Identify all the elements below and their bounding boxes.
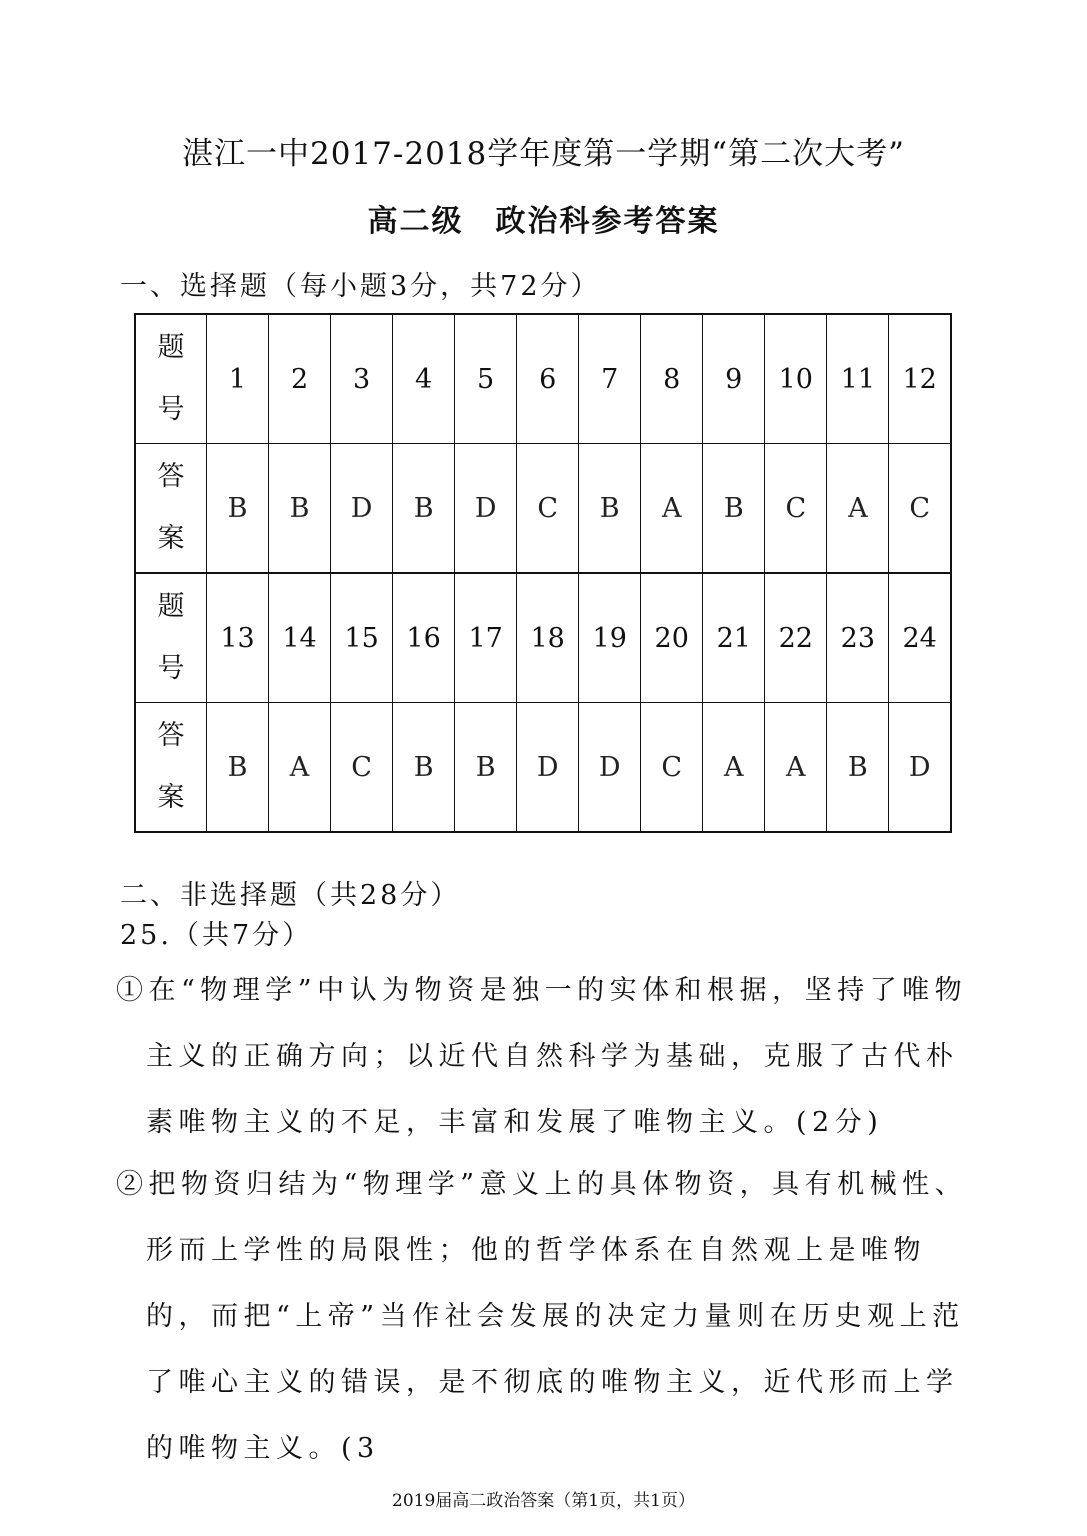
question-25-answer-part-2: ②把物资归结为“物理学”意义上的具体物资，具有机械性、形而上学性的局限性；他的哲学体系在自然观上是唯物的，而把“上帝”当作社会发展的决定力量则在历史观上范了唯心主义的错误，是不彻底的唯物主义，近代形而上学的唯物主义。(3 bbox=[116, 1169, 968, 1464]
label-char: 答 bbox=[157, 720, 185, 751]
question-number-cell: 3 bbox=[331, 314, 393, 444]
label-char: 案 bbox=[157, 782, 185, 813]
answer-cell: B bbox=[579, 444, 641, 574]
question-number-cell: 20 bbox=[641, 573, 703, 703]
question-number-cell: 16 bbox=[393, 573, 455, 703]
question-number-cell: 21 bbox=[703, 573, 765, 703]
question-number-cell: 12 bbox=[889, 314, 951, 444]
answer-table bbox=[134, 313, 952, 833]
question-number-cell: 13 bbox=[207, 573, 269, 703]
answer-row bbox=[135, 444, 951, 574]
answer-cell: A bbox=[703, 703, 765, 833]
label-char: 题 bbox=[157, 332, 185, 363]
question-number-cell: 6 bbox=[517, 314, 579, 444]
answer-cell: B bbox=[393, 703, 455, 833]
question-number-cell: 11 bbox=[827, 314, 889, 444]
answer-cell: D bbox=[517, 703, 579, 833]
question-number-cell: 7 bbox=[579, 314, 641, 444]
answer-cell: A bbox=[827, 444, 889, 574]
answer-label bbox=[135, 444, 207, 574]
label-char: 答 bbox=[157, 461, 185, 492]
answer-cell: C bbox=[517, 444, 579, 574]
question-number-cell: 24 bbox=[889, 573, 951, 703]
answer-cell: C bbox=[765, 444, 827, 574]
question-number-label bbox=[135, 573, 207, 703]
question-number-cell: 5 bbox=[455, 314, 517, 444]
answer-cell: D bbox=[579, 703, 641, 833]
question-number-label bbox=[135, 314, 207, 444]
question-number-cell: 14 bbox=[269, 573, 331, 703]
answer-cell: A bbox=[269, 703, 331, 833]
answer-cell: B bbox=[393, 444, 455, 574]
question-number-cell: 15 bbox=[331, 573, 393, 703]
question-number-row bbox=[135, 573, 951, 703]
answer-row bbox=[135, 703, 951, 833]
question-number-cell: 9 bbox=[703, 314, 765, 444]
answer-cell: D bbox=[455, 444, 517, 574]
answer-cell: D bbox=[889, 703, 951, 833]
answer-cell: B bbox=[207, 444, 269, 574]
question-number-cell: 2 bbox=[269, 314, 331, 444]
answer-cell: D bbox=[331, 444, 393, 574]
document-title: 湛江一中2017-2018学年度第一学期“第二次大考” bbox=[182, 136, 905, 172]
answer-cell: C bbox=[889, 444, 951, 574]
question-number-cell: 19 bbox=[579, 573, 641, 703]
answer-cell: B bbox=[455, 703, 517, 833]
answer-cell: B bbox=[827, 703, 889, 833]
label-char: 号 bbox=[157, 394, 185, 425]
label-char: 号 bbox=[157, 653, 185, 684]
answer-cell: A bbox=[641, 444, 703, 574]
question-number-cell: 1 bbox=[207, 314, 269, 444]
section-non-choice-heading: 二、非选择题（共28分） bbox=[120, 880, 461, 911]
label-char: 案 bbox=[157, 523, 185, 554]
question-number-cell: 4 bbox=[393, 314, 455, 444]
question-number-cell: 10 bbox=[765, 314, 827, 444]
question-number-cell: 22 bbox=[765, 573, 827, 703]
document-subtitle: 高二级 政治科参考答案 bbox=[367, 204, 720, 239]
question-number-row bbox=[135, 314, 951, 444]
question-number-cell: 17 bbox=[455, 573, 517, 703]
question-25-heading: 25.（共7分） bbox=[120, 920, 313, 951]
question-number-cell: 18 bbox=[517, 573, 579, 703]
answer-cell: C bbox=[641, 703, 703, 833]
section-multiple-choice-heading: 一、选择题（每小题3分，共72分） bbox=[120, 271, 601, 302]
question-25-answer-part-1: ①在“物理学”中认为物资是独一的实体和根据，坚持了唯物主义的正确方向；以近代自然科学为基础，克服了古代朴素唯物主义的不足，丰富和发展了唯物主义。(2分) bbox=[116, 975, 968, 1138]
answer-label bbox=[135, 703, 207, 833]
label-char: 题 bbox=[157, 591, 185, 622]
page-footer: 2019届高二政治答案（第1页，共1页） bbox=[392, 1491, 695, 1511]
answer-cell: B bbox=[703, 444, 765, 574]
answer-cell: A bbox=[765, 703, 827, 833]
answer-cell: C bbox=[331, 703, 393, 833]
answer-cell: B bbox=[207, 703, 269, 833]
question-number-cell: 23 bbox=[827, 573, 889, 703]
question-number-cell: 8 bbox=[641, 314, 703, 444]
answer-cell: B bbox=[269, 444, 331, 574]
